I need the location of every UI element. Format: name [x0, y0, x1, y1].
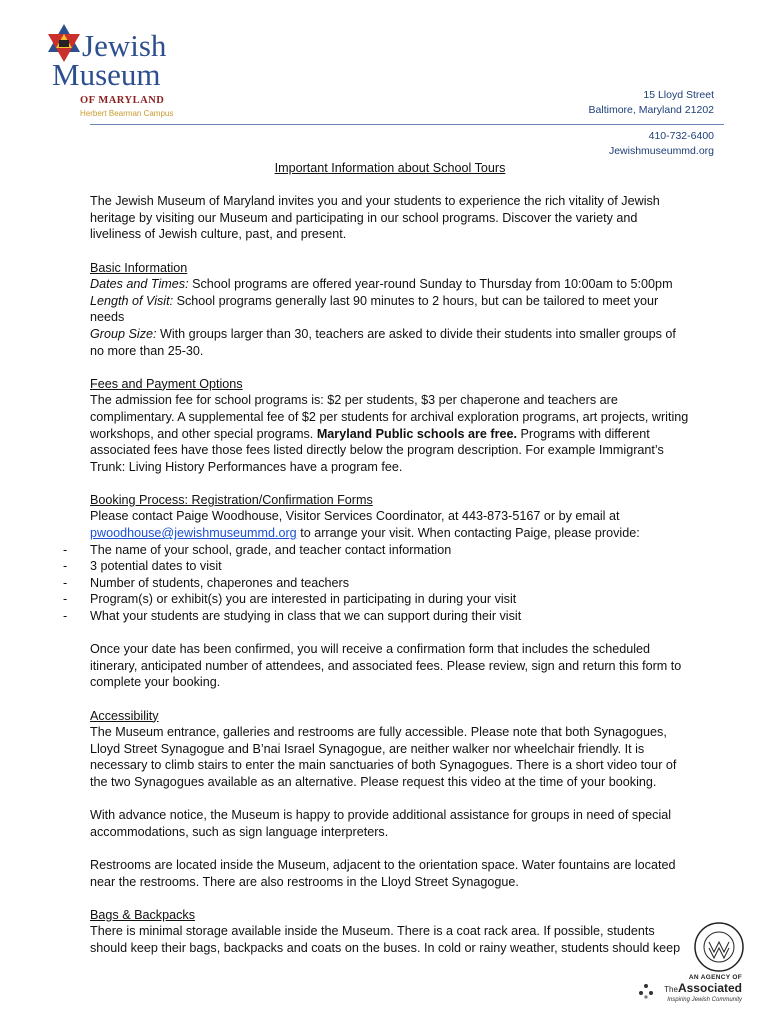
booking-text-1: Please contact Paige Woodhouse, Visitor Services Coordinator, at 443-873-5167 or by email at	[90, 509, 620, 524]
header-divider	[90, 124, 724, 125]
dash-bullet: -	[63, 542, 68, 557]
address-street: 15 Lloyd Street	[643, 89, 714, 101]
accreditation-seal-icon	[694, 922, 744, 972]
group-line	[90, 326, 690, 359]
fees-heading: Fees and Payment Options	[90, 376, 243, 391]
fees-text-2: Programs with different associated fees have those fees listed directly below the program description. For example Immigrant’s Trunk: Living History Performances have a program fee.	[90, 426, 664, 474]
length-line	[90, 293, 690, 326]
group-text: With groups larger than 30, teachers are asked to divide their students into smaller groups of no more than 25-30.	[90, 326, 676, 358]
confirm-paragraph: Once your date has been confirmed, you will receive a confirmation form that includes the scheduled itinerary, anticipated number of attendees, and associated fees. Please review, sign and return this form to complete your booking.	[90, 642, 682, 690]
length-label: Length of Visit:	[90, 293, 174, 308]
agency-block	[664, 974, 742, 1003]
basic-info-heading: Basic Information	[90, 260, 188, 275]
dash-bullet: -	[63, 559, 68, 574]
intro-paragraph: The Jewish Museum of Maryland invites you and your students to experience the rich vitality of Jewish heritage by visiting our Museum and participating in our school programs. Discover the variety and liveliness of Jewish culture, past, and present.	[90, 194, 660, 242]
logo-word-jewish: Jewish	[82, 28, 167, 63]
list-item: - Number of students, chaperones and teachers	[63, 575, 350, 590]
agency-name: TheAssociated	[664, 981, 742, 995]
bags-paragraph: There is minimal storage available inside the Museum. There is a coat rack area. If possible, students should keep their bags, backpacks and coats on the buses. In cold or rainy weather, students should keep	[90, 924, 681, 955]
booking-list	[63, 542, 690, 625]
list-item: - Program(s) or exhibit(s) you are interested in participating in during your visit	[63, 592, 517, 607]
contact-phone: 410-732-6400	[648, 130, 714, 142]
dates-line	[90, 276, 690, 293]
booking-text-2: to arrange your visit. When contacting Paige, please provide:	[296, 526, 640, 541]
group-label: Group Size:	[90, 326, 157, 341]
logo-word-museum: Museum	[52, 57, 161, 92]
agency-line: AN AGENCY OF	[688, 974, 742, 981]
dash-bullet: -	[63, 592, 68, 607]
dash-bullet: -	[63, 609, 68, 624]
address-block	[589, 88, 714, 118]
dates-text: School programs are offered year-round Sunday to Thursday from 10:00am to 5:00pm	[188, 277, 673, 292]
logo-word-maryland: OF MARYLAND	[80, 95, 165, 106]
contact-website[interactable]: Jewishmuseummd.org	[608, 145, 714, 157]
page-title: Important Information about School Tours	[274, 161, 506, 175]
museum-logo	[44, 20, 194, 120]
contact-block	[609, 129, 714, 159]
agency-tagline: Inspiring Jewish Community	[667, 997, 742, 1003]
booking-paragraph	[90, 508, 690, 541]
fees-bold: Maryland Public schools are free.	[316, 426, 517, 441]
accessibility-heading: Accessibility	[90, 708, 159, 723]
fees-text-1: The admission fee for school programs is: $2 per students, $3 per chaperone and teachers are complimentary. A supplemental fee of $2 per students for archival exploration programs, art projects, writing workshops, and other special programs.	[90, 393, 689, 441]
list-item: - What your students are studying in class that we can support during their visit	[63, 609, 522, 624]
associated-logo-icon	[637, 982, 655, 1000]
fees-paragraph	[90, 392, 690, 475]
dates-label: Dates and Times:	[90, 277, 189, 292]
length-text: School programs generally last 90 minutes to 2 hours, but can be tailored to meet your needs	[90, 293, 659, 325]
list-item: - The name of your school, grade, and teacher contact information	[63, 542, 452, 557]
logo-campus: Herbert Bearman Campus	[80, 109, 174, 118]
accessibility-paragraph-2: With advance notice, the Museum is happy to provide additional assistance for groups in need of special accommodations, such as sign language interpreters.	[90, 808, 672, 839]
email-link[interactable]: pwoodhouse@jewishmuseummd.org	[90, 526, 297, 541]
dash-bullet: -	[63, 575, 68, 590]
list-item: - 3 potential dates to visit	[63, 559, 222, 574]
booking-heading: Booking Process: Registration/Confirmation Forms	[90, 492, 373, 507]
accessibility-paragraph-3: Restrooms are located inside the Museum, adjacent to the orientation space. Water fountains are located near the restrooms. There are also restrooms in the Lloyd Street Synagogue.	[90, 857, 676, 889]
address-city: Baltimore, Maryland 21202	[588, 104, 714, 116]
bags-heading: Bags & Backpacks	[90, 907, 195, 922]
accessibility-paragraph-1: The Museum entrance, galleries and restrooms are fully accessible. Please note that both Synagogues, Lloyd Street Synagogue and B’nai Israel Synagogue, are neither walker nor wheelchair friendly. It is necessary to climb stairs to enter the main sanctuaries of both Synagogues. There is a short video tour of the two Synagogues available as an alternative. Please request this video at the time of your booking.	[90, 725, 677, 789]
document-body	[63, 160, 690, 957]
